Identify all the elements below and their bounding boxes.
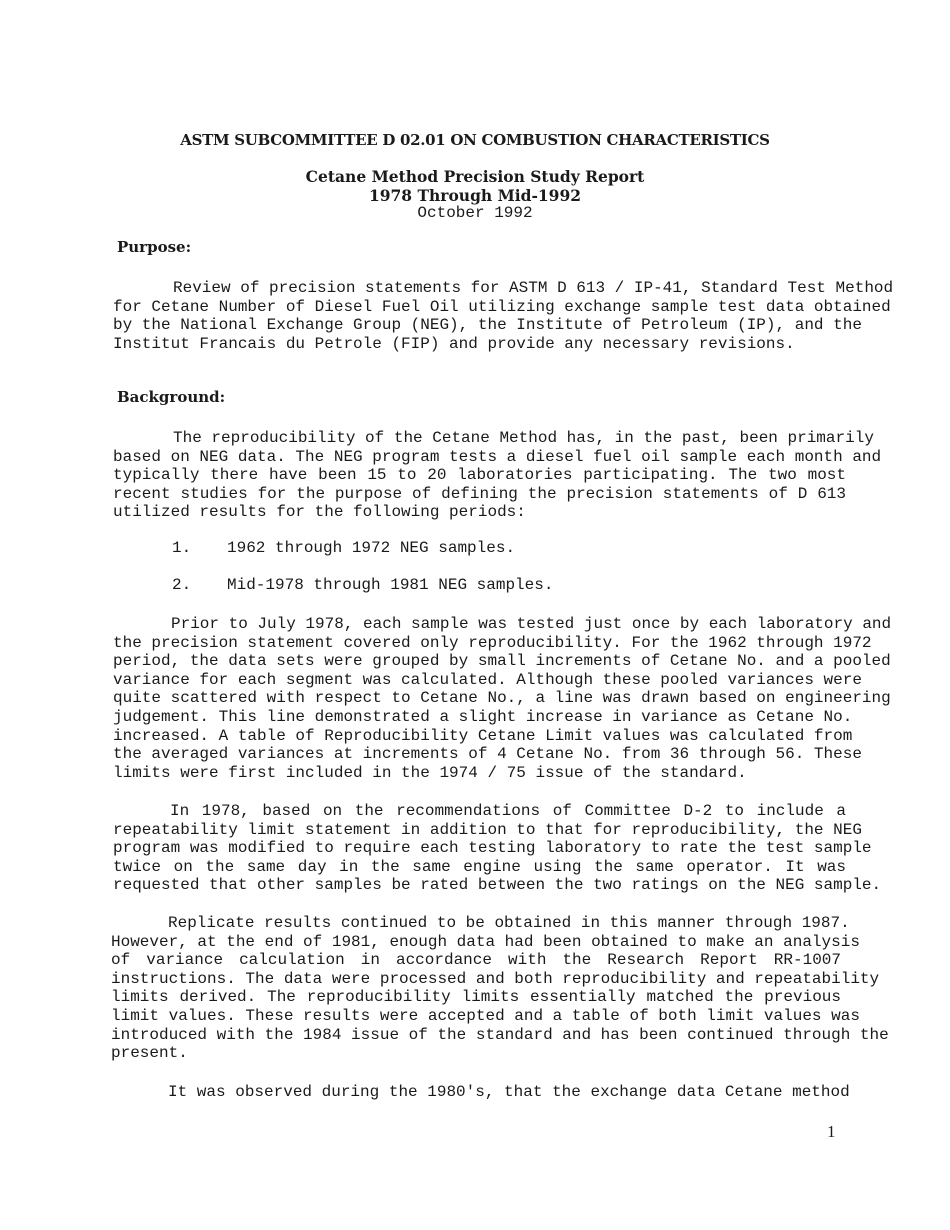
committee-header: ASTM SUBCOMMITTEE D 02.01 ON COMBUSTION CHARACTERISTICS bbox=[180, 131, 770, 149]
paragraph-line: by the National Exchange Group (NEG), the Institute of Petroleum (IP), and the bbox=[113, 316, 862, 335]
background-heading: Background: bbox=[117, 388, 226, 406]
purpose-paragraph bbox=[113, 279, 894, 353]
paragraph-line: the averaged variances at increments of 4 Cetane No. from 36 through 56. These bbox=[113, 745, 862, 764]
paragraph-line: Prior to July 1978, each sample was tested just once by each laboratory and bbox=[171, 615, 892, 633]
paragraph-line: typically there have been 15 to 20 laboratories participating. The two most bbox=[113, 466, 846, 485]
paragraph-line: increased. A table of Reproducibility Cetane Limit values was calculated from bbox=[113, 726, 853, 745]
paragraph-line: twice on the same day in the same engine using the same operator. It was bbox=[113, 857, 846, 876]
paragraph-line: variance for each segment was calculated. Although these pooled variances were bbox=[113, 670, 862, 689]
paragraph-line: In 1978, based on the recommendations of Committee D-2 to include a bbox=[170, 802, 846, 820]
background-paragraph-4 bbox=[111, 914, 889, 1063]
paragraph-line: quite scattered with respect to Cetane No., a line was drawn based on engineering bbox=[113, 689, 891, 708]
paragraph-line: introduced with the 1984 issue of the standard and has been continued through the bbox=[111, 1025, 889, 1044]
background-paragraph-3 bbox=[113, 802, 882, 895]
list-item-text: Mid-1978 through 1981 NEG samples. bbox=[227, 576, 554, 594]
list-item-number: 1. bbox=[172, 539, 192, 557]
paragraph-line: of variance calculation in accordance with the Research Report RR-1007 bbox=[111, 951, 841, 970]
paragraph-line: instructions. The data were processed and both reproducibility and repeatability bbox=[111, 969, 880, 988]
paragraph-line: The reproducibility of the Cetane Method has, in the past, been primarily bbox=[173, 429, 874, 447]
paragraph-line: judgement. This line demonstrated a slight increase in variance as Cetane No. bbox=[113, 707, 853, 726]
paragraph-line: period, the data sets were grouped by small increments of Cetane No. and a pooled bbox=[113, 652, 891, 671]
paragraph-line: for Cetane Number of Diesel Fuel Oil utilizing exchange sample test data obtained bbox=[113, 297, 891, 316]
paragraph-line: the precision statement covered only reproducibility. For the 1962 through 1972 bbox=[113, 633, 872, 652]
paragraph-line: limits were first included in the 1974 / 75 issue of the standard. bbox=[113, 763, 747, 782]
paragraph-line: limit values. These results were accepted and a table of both limit values was bbox=[111, 1006, 860, 1025]
paragraph-line: utilized results for the following periods: bbox=[113, 503, 526, 522]
paragraph-line: program was modified to require each testing laboratory to rate the test sample bbox=[113, 839, 872, 858]
page-number: 1 bbox=[827, 1122, 836, 1141]
paragraph-line: Review of precision statements for ASTM D 613 / IP-41, Standard Test Method bbox=[173, 279, 894, 297]
paragraph-line: present. bbox=[111, 1044, 188, 1063]
background-paragraph-5 bbox=[111, 1083, 850, 1102]
paragraph-line: Replicate results continued to be obtained in this manner through 1987. bbox=[168, 914, 850, 932]
paragraph-line: recent studies for the purpose of defining the precision statements of D 613 bbox=[113, 484, 846, 503]
list-item-text: 1962 through 1972 NEG samples. bbox=[227, 539, 516, 557]
list-item-number: 2. bbox=[172, 576, 192, 594]
report-title: Cetane Method Precision Study Report bbox=[305, 167, 645, 186]
background-paragraph-1 bbox=[113, 429, 882, 522]
paragraph-line: based on NEG data. The NEG program tests a diesel fuel oil sample each month and bbox=[113, 447, 882, 466]
paragraph-line: Institut Francais du Petrole (FIP) and provide any necessary revisions. bbox=[113, 334, 795, 353]
paragraph-line: limits derived. The reproducibility limits essentially matched the previous bbox=[111, 988, 841, 1007]
paragraph-line: repeatability limit statement in addition to that for reproducibility, the NEG bbox=[113, 820, 862, 839]
report-date: October 1992 bbox=[417, 204, 533, 222]
paragraph-line: requested that other samples be rated between the two ratings on the NEG sample. bbox=[113, 876, 882, 895]
paragraph-line: However, at the end of 1981, enough data had been obtained to make an analysis bbox=[111, 932, 860, 951]
report-period: 1978 Through Mid-1992 bbox=[368, 186, 582, 205]
paragraph-line: It was observed during the 1980's, that the exchange data Cetane method bbox=[168, 1083, 850, 1101]
purpose-heading: Purpose: bbox=[117, 238, 192, 256]
background-paragraph-2 bbox=[113, 615, 892, 782]
